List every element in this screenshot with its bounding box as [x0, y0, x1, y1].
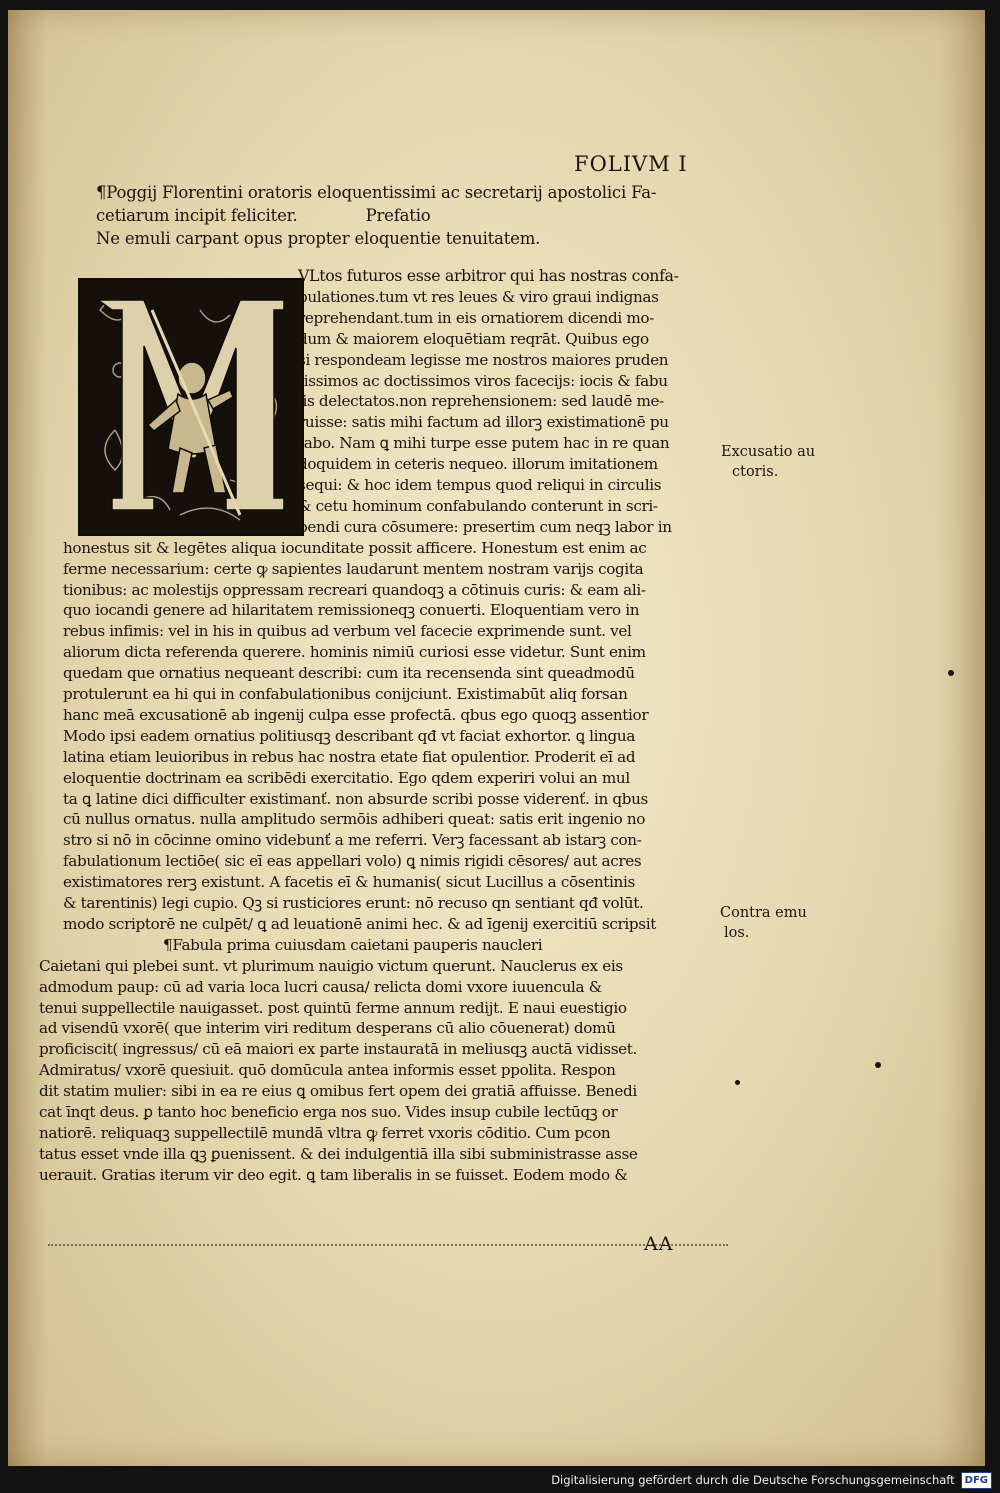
margin-note-contra-line-1: Contra emu [720, 905, 807, 921]
margin-note-contra-emulos [720, 903, 807, 943]
dfg-logo-icon: DFG [961, 1472, 992, 1489]
body-line: eloquentie doctrinam ea scribēdi exercitatio. Ego qdem experiri volui an mul [63, 769, 630, 787]
ink-dot [875, 1062, 881, 1068]
prefatio-heading: Prefatio [365, 206, 431, 225]
body-line: Admiratus/ vxorē quesiuit. quō domūcula antea informis esset ppolita. Respon [39, 1061, 616, 1079]
body-line: tenui suppellectile nauigasset. post quintū ferme annum redijt. E naui euestigio [39, 999, 627, 1017]
body-line: dum & maiorem eloquētiam reqrāt. Quibus ego [298, 330, 649, 348]
body-line: admodum paup: cū ad varia loca lucri causa/ relicta domi vxore iuuencula & [39, 978, 602, 996]
signature-mark: AA [644, 1233, 674, 1255]
body-line: ferme necessarium: certe ꝙ sapientes laudarunt mentem nostram varijs cogita [63, 560, 644, 578]
body-line: proficiscit( ingressus/ cū eā maiori ex parte instauratā in meliusqꝫ auctā vidisset. [39, 1040, 638, 1058]
body-line: lis delectatos.non reprehensionem: sed laudē me- [298, 392, 664, 410]
body-line: existimatores rerꝫ existunt. A facetis eī & humanis( sicut Lucillus a cōsentinis [63, 873, 635, 891]
body-line: tatus esset vnde illa ꝗꝫ ꝑuenissent. & dei indulgentiā illa sibi subministrasse asse [39, 1145, 638, 1163]
body-line: cat īnqt deus. ꝑ tanto hoc beneficio erga nos suo. Vides insup cubile lectūqꝫ or [39, 1103, 618, 1121]
body-line: stro si nō in cōcinne omino videbunť a me referri. Verꝫ facessant ab istarꝫ con- [63, 831, 642, 849]
margin-note-excusatio-line-2: ctoris. [732, 464, 779, 480]
body-line: ruisse: satis mihi factum ad illorꝫ existimationē pu [298, 413, 669, 431]
body-line: & tarentinis) legi cupio. Qꝫ si rusticiores erunt: nō recuso qn sentiant qđ volūt. [63, 894, 644, 912]
body-line: cū nullus ornatus. nulla amplitudo sermōis adhiberi queat: satis erit ingenio no [63, 810, 646, 828]
folio-heading: FOLIVM I [574, 152, 688, 176]
body-line: ad visendū vxorē( que interim viri reditum desperans cū alio cōuenerat) domū [39, 1019, 616, 1037]
body-line: fabulationum lectiōe( sic eī eas appellari volo) ꝗ nimis rigidi cēsores/ aut acres [63, 852, 642, 870]
body-line: aliorum dicta referenda querere. hominis nimiū curiosi esse videtur. Sunt enim [63, 643, 646, 661]
title-line-1: ¶Poggij Florentini oratoris eloquentissimi ac secretarij apostolici Fa- [96, 183, 657, 202]
body-line: modo scriptorē ne culpēt/ ꝗ ad leuationē animi hec. & ad īgenij exercitiū scripsit [63, 915, 656, 933]
body-line: dit statim mulier: sibi in ea re eius ꝗ omibus fert opem dei gratiā affuisse. Benedi [39, 1082, 637, 1100]
body-line: quedam que ornatius nequeant describi: cum ita recensenda sint queadmodū [63, 664, 635, 682]
body-line: uerauit. Gratias iterum vir deo egit. ꝗ tam liberalis in se fuisset. Eodem modo & [39, 1166, 628, 1184]
body-line: Modo ipsi eadem ornatius politiusqꝫ describant qđ vt faciat exhortor. ꝗ lingua [63, 727, 636, 745]
body-line: tissimos ac doctissimos viros facecijs: iocis & fabu [298, 372, 668, 390]
body-line: ta ꝗ latine dici difficulter existimanť. non absurde scribi posse viderenť. in qbus [63, 790, 649, 808]
body-line: hanc meā excusationē ab ingenij culpa esse profectā. qbus ego quoqꝫ assentior [63, 706, 649, 724]
body-line: Caietani qui plebei sunt. vt plurimum nauigio victum querunt. Nauclerus ex eis [39, 957, 623, 975]
body-line: protulerunt ea hi qui in confabulationibus conijciunt. Existimabūt aliq forsan [63, 685, 628, 703]
margin-note-excusatio-line-1: Excusatio au [721, 444, 816, 460]
body-line: honestus sit & legētes aliqua iocunditate possit afficere. Honestum est enim ac [63, 539, 647, 557]
body-line: tionibus: ac molestijs oppressam recreari quandoqꝫ a cōtinuis curis: & eam ali- [63, 581, 646, 599]
body-line: ¶Fabula prima cuiusdam caietani pauperis naucleri [163, 936, 543, 954]
body-line: sequi: & hoc idem tempus quod reliqui in circulis [298, 476, 662, 494]
body-line: si respondeam legisse me nostros maiores pruden [298, 351, 669, 369]
body-line: tabo. Nam ꝗ mihi turpe esse putem hac in re quan [298, 434, 670, 452]
body-line: quo iocandi genere ad hilaritatem remissioneqꝫ conuerti. Eloquentiam vero in [63, 601, 640, 619]
title-line-2-text: cetiarum incipit feliciter. [96, 206, 298, 225]
body-line: latina etiam leuioribus in rebus hac nostra etate fiat opulentior. Proderit eī ad [63, 748, 636, 766]
body-line: rebus infimis: vel in his in quibus ad verbum vel facecie exprimende sunt. vel [63, 622, 632, 640]
bottom-line-trace [48, 1244, 728, 1249]
body-line: & cetu hominum confabulando conterunt in scri- [298, 497, 658, 515]
margin-note-excusatio [721, 442, 815, 482]
book-page [8, 10, 985, 1466]
title-line-3: Ne emuli carpant opus propter eloquentie tenuitatem. [96, 229, 541, 248]
margin-note-contra-line-2: los. [724, 925, 750, 941]
digitization-credit [551, 1469, 992, 1491]
ink-dot [948, 670, 954, 676]
credit-text: Digitalisierung gefördert durch die Deutsche Forschungsgemeinschaft [551, 1473, 955, 1487]
body-line: reprehendant.tum in eis ornatiorem dicendi mo- [298, 309, 654, 327]
body-line: doquidem in ceteris nequeo. illorum imitationem [298, 455, 658, 473]
body-line: natiorē. reliquaqꝫ suppellectilē mundā vltra ꝙ ferret vxoris cōditio. Cum pcon [39, 1124, 611, 1142]
title-line-2 [96, 206, 431, 225]
body-line: bulationes.tum vt res leues & viro graui indignas [298, 288, 659, 306]
woodcut-initial-m-icon [78, 278, 304, 536]
body-line: bendi cura cōsumere: presertim cum neqꝫ labor in [298, 518, 672, 536]
ink-dot [735, 1080, 740, 1085]
body-line: VLtos futuros esse arbitror qui has nostras confa- [298, 266, 679, 285]
